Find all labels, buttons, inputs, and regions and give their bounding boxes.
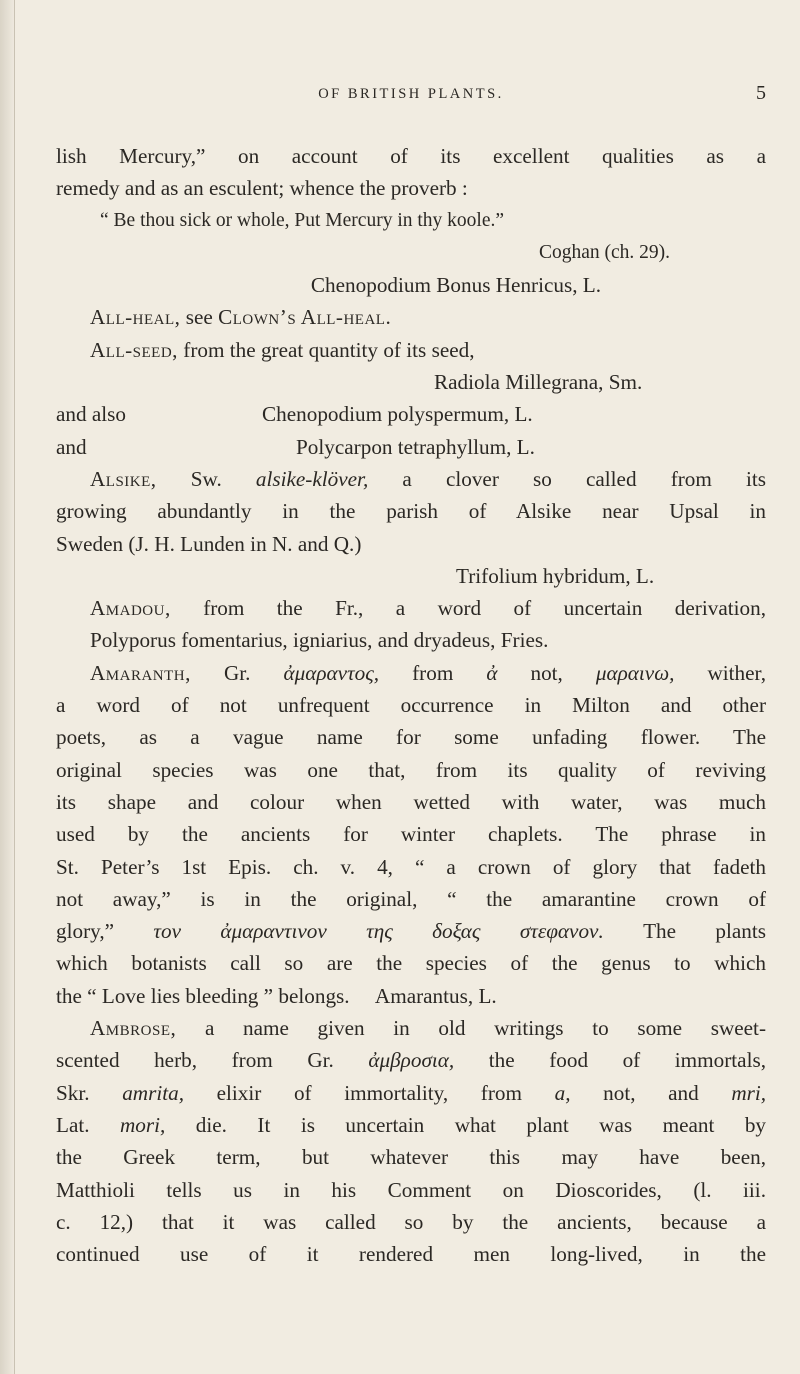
greek-phrase: τον ἀμαραντινον της δοξας στεφανον. bbox=[153, 919, 604, 944]
foreign-term: mri, bbox=[731, 1080, 766, 1105]
text-span: not, bbox=[530, 660, 563, 685]
greek-term: ἀ bbox=[486, 660, 498, 685]
text-span: Skr. bbox=[56, 1080, 90, 1105]
running-head: OF BRITISH PLANTS. bbox=[318, 86, 504, 102]
foreign-term: alsike-klöver, bbox=[255, 466, 369, 491]
book-page bbox=[56, 82, 766, 1270]
text-line: remedy and as an esculent; whence the proverb : bbox=[56, 176, 468, 201]
botanical-name-text: Chenopodium Bonus Henricus, L. bbox=[310, 273, 602, 298]
text-line-greek bbox=[56, 915, 766, 947]
entry-amadou bbox=[56, 592, 766, 624]
foreign-term: mori, bbox=[120, 1112, 166, 1137]
text-span: from bbox=[412, 660, 454, 685]
text-line: its shape and colour when wetted with water, was much bbox=[56, 789, 766, 814]
text-span: elixir of immortality, from bbox=[216, 1080, 522, 1105]
text-line: Sweden (J. H. Lunden in N. and Q.) bbox=[56, 531, 362, 556]
text-span: see bbox=[185, 305, 213, 330]
text-span: not, and bbox=[603, 1080, 699, 1105]
headword: Amaranth, bbox=[90, 660, 191, 685]
text-span: a name given in old writings to some sweet- bbox=[204, 1016, 766, 1041]
text-line: poets, as a vague name for some unfading flower. The bbox=[56, 725, 766, 750]
botanical-name bbox=[56, 560, 766, 592]
text-span: Gr. bbox=[223, 660, 251, 685]
botanical-name bbox=[56, 269, 766, 301]
text-span: Sw. bbox=[190, 466, 222, 491]
text-line: not away,” is in the original, “ the amarantine crown of bbox=[56, 886, 766, 911]
text-span: from the Fr., a word of uncertain derivation, bbox=[203, 596, 766, 621]
text-line: the “ Love lies bleeding ” belongs. Amarantus, L. bbox=[56, 983, 497, 1008]
text-line-greek bbox=[56, 1044, 766, 1076]
text-span: glory,” bbox=[56, 919, 115, 944]
botanical-name-row bbox=[56, 398, 766, 430]
text-line: a word of not unfrequent occurrence in Milton and other bbox=[56, 693, 766, 718]
headword: Alsike, bbox=[90, 466, 157, 491]
text-line: continued use of it rendered men long-lived, in the bbox=[56, 1242, 766, 1267]
foreign-term: a, bbox=[554, 1080, 571, 1105]
text-span: scented herb, from Gr. bbox=[56, 1048, 334, 1073]
text-line: St. Peter’s 1st Epis. ch. v. 4, “ a crown of glory that fadeth bbox=[56, 854, 766, 879]
text-line-latin bbox=[56, 1109, 766, 1141]
page-header bbox=[56, 82, 766, 126]
entry-all-heal bbox=[56, 301, 766, 333]
text-line: original species was one that, from its quality of reviving bbox=[56, 757, 766, 782]
headword: All-heal, bbox=[90, 305, 181, 330]
botanical-name-text: Polycarpon tetraphyllum, L. bbox=[296, 434, 535, 459]
text-span: Lat. bbox=[56, 1112, 90, 1137]
text-line: c. 12,) that it was called so by the ancients, because a bbox=[56, 1209, 766, 1234]
entry-amaranth bbox=[56, 657, 766, 689]
body-text bbox=[56, 140, 766, 1270]
citation-text: Coghan (ch. 29). bbox=[538, 241, 670, 263]
text-line: which botanists call so are the species of the genus to which bbox=[56, 951, 766, 976]
book-gutter bbox=[0, 0, 15, 1374]
text-line: Polyporus fomentarius, igniarius, and dryadeus, Fries. bbox=[90, 628, 549, 653]
botanical-name-text: Chenopodium polyspermum, L. bbox=[262, 402, 533, 427]
botanical-name-row bbox=[56, 431, 766, 463]
greek-term: μαραινω, bbox=[595, 660, 675, 685]
botanical-name-text: Radiola Millegrana, Sm. bbox=[434, 370, 643, 395]
headword: Amadou, bbox=[90, 596, 171, 621]
text-line-sanskrit bbox=[56, 1077, 766, 1109]
text-span: die. It is uncertain what plant was meant by bbox=[195, 1112, 766, 1137]
text-span: wither, bbox=[707, 660, 766, 685]
headword: Ambrose, bbox=[90, 1016, 177, 1041]
text-line: used by the ancients for winter chaplets. The phrase in bbox=[56, 822, 766, 847]
row-label: and also bbox=[56, 402, 127, 427]
quote-citation bbox=[56, 237, 766, 269]
row-label: and bbox=[56, 434, 87, 459]
entry-all-seed bbox=[56, 334, 766, 366]
text-span: a clover so called from its bbox=[402, 466, 766, 491]
headword: All-seed, bbox=[90, 337, 178, 362]
page-number: 5 bbox=[756, 82, 766, 104]
foreign-term: amrita, bbox=[122, 1080, 184, 1105]
proverb-quote: “ Be thou sick or whole, Put Mercury in thy koole.” bbox=[100, 209, 505, 231]
greek-term: ἀμαραντος, bbox=[283, 660, 380, 685]
cross-reference: Clown’s All-heal. bbox=[218, 305, 392, 330]
text-line: lish Mercury,” on account of its excellent qualities as a bbox=[56, 144, 766, 168]
entry-ambrose bbox=[56, 1012, 766, 1044]
text-line: growing abundantly in the parish of Alsike near Upsal in bbox=[56, 499, 766, 524]
text-line: the Greek term, but whatever this may have been, bbox=[56, 1145, 766, 1170]
botanical-name-text: Trifolium hybridum, L. bbox=[456, 563, 655, 588]
entry-alsike bbox=[56, 463, 766, 495]
text-span: the food of immortals, bbox=[488, 1048, 766, 1073]
text-span: The plants bbox=[643, 919, 766, 944]
text-span: from the great quantity of its seed, bbox=[183, 337, 475, 362]
text-line: Matthioli tells us in his Comment on Dioscorides, (l. iii. bbox=[56, 1177, 766, 1202]
botanical-name bbox=[56, 366, 766, 398]
greek-term: ἀμβροσια, bbox=[368, 1048, 455, 1073]
